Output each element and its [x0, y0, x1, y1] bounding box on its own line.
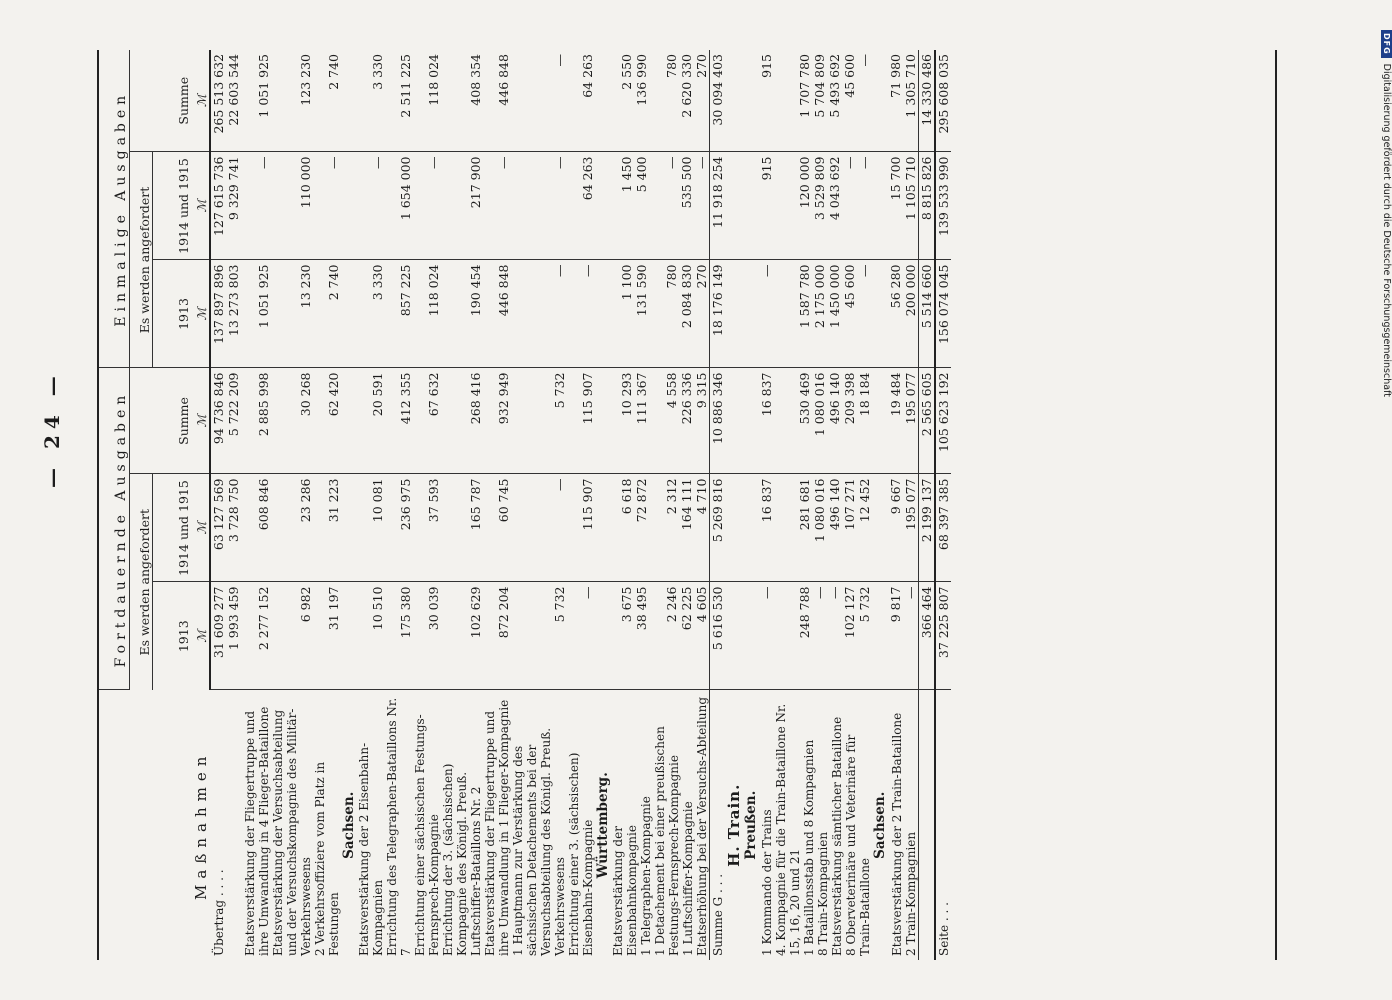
value-f13: 5 616 530: [710, 582, 726, 690]
value-f13: 9 817 —: [888, 582, 919, 690]
table-body: [210, 50, 951, 960]
empty-cell: [872, 152, 888, 260]
empty-cell: [595, 368, 611, 474]
value-e14: 11 918 254: [710, 152, 726, 260]
row-label: Errichtung des Telegraphen-Bataillons Nr. 7: [385, 697, 413, 956]
value-f14: 9 667 195 077: [888, 474, 919, 582]
value-e13: 56 280 200 000: [888, 260, 919, 368]
row-label: Etatsverstärkung der 2 Train-Bataillone 2 Train-Kompagnien: [890, 712, 918, 956]
digitization-credit: [1381, 30, 1392, 397]
row-label: Errichtung einer 3. (sächsischen) Eisenbahn-Kompagnie: [567, 752, 595, 956]
value-es: 3 330: [357, 50, 385, 152]
value-f13: 102 629: [441, 582, 483, 690]
empty-cell: [743, 582, 759, 690]
value-e13: 2 740: [313, 260, 341, 368]
value-es: 915: [759, 50, 774, 152]
empty-cell: [725, 474, 743, 582]
value-e14: —: [313, 152, 341, 260]
value-f14: 6 618 72 872 2 312 164 111 4 710: [611, 474, 710, 582]
table-row: [385, 50, 413, 960]
value-e14: 64 263: [567, 152, 595, 260]
value-f13: 3 675 38 495 2 246 62 225 4 605: [611, 582, 710, 690]
row-label: Etatsverstärkung der Versuchsabteilung und der Versuchskompagnie des Militär-Verkehrswesens: [271, 708, 313, 956]
value-f14: 68 397 385: [935, 474, 951, 582]
value-f14: 236 975: [385, 474, 413, 582]
value-f13: 37 225 807: [935, 582, 951, 690]
empty-cell: [341, 50, 357, 152]
value-f13: 31 197: [313, 582, 341, 690]
table-row: [611, 50, 710, 960]
unit-mark: ℳ: [191, 582, 210, 690]
empty-cell: [595, 582, 611, 690]
value-e14: 139 533 990: [935, 152, 951, 260]
row-label: 1 Hauptmann zur Verstärkung des sächsischen Detachements bei der Versuchsabteilung des Königl. Preuß. Verkehrswesens: [511, 727, 567, 956]
value-fs: 10 293 111 367 4 558 226 336 9 315: [611, 368, 710, 474]
value-e13: 137 897 896: [210, 260, 226, 368]
value-e14: —: [511, 152, 567, 260]
value-es: 1 707 780 5 704 809 5 493 692 45 600 —: [774, 50, 872, 152]
value-f14: —: [511, 474, 567, 582]
value-es: 446 848: [483, 50, 511, 152]
subtotal-label: [919, 690, 936, 960]
value-e13: 857 225: [385, 260, 413, 368]
value-e14: 9 329 741 —: [226, 152, 271, 260]
value-fs: 30 268: [271, 368, 313, 474]
value-f14: 2 199 137: [919, 474, 936, 582]
table-row: [743, 50, 759, 960]
empty-cell: [743, 474, 759, 582]
value-f14: 37 593: [413, 474, 441, 582]
value-e13: 446 848: [483, 260, 511, 368]
value-e14: 110 000: [271, 152, 313, 260]
empty-cell: [743, 152, 759, 260]
header-angefordert-f: Es werden angefordert: [130, 474, 153, 690]
empty-cell: [595, 474, 611, 582]
value-f13: 30 039: [413, 582, 441, 690]
table-row: [595, 50, 611, 960]
value-e13: 190 454: [441, 260, 483, 368]
header-fortdauernde: Fortdauernde Ausgaben: [99, 368, 130, 690]
value-f13: 5 732: [511, 582, 567, 690]
value-f13: 10 510: [357, 582, 385, 690]
value-e13: —: [567, 260, 595, 368]
value-e13: 1 587 780 2 175 000 1 450 000 45 600 —: [774, 260, 872, 368]
table-row: [872, 50, 888, 960]
header-summe-e: Summe: [130, 50, 192, 152]
empty-cell: [725, 260, 743, 368]
section-heading-main: H. Train.: [725, 783, 743, 867]
empty-cell: [743, 50, 759, 152]
section-heading: Württemberg.: [595, 772, 611, 879]
value-es: 30 094 403: [710, 50, 726, 152]
value-f14: 165 787: [441, 474, 483, 582]
value-f14: 3 728 750 608 846: [226, 474, 271, 582]
value-fs: 10 886 346: [710, 368, 726, 474]
table-row: [210, 50, 226, 960]
table: [99, 50, 951, 960]
value-e14: —: [357, 152, 385, 260]
unit-mark: ℳ: [191, 152, 210, 260]
empty-cell: [595, 260, 611, 368]
empty-cell: [341, 260, 357, 368]
credit-text: Digitalisierung gefördert durch die Deutsche Forschungsgemeinschaft: [1381, 63, 1392, 397]
unit-mark: ℳ: [191, 368, 210, 474]
value-f14: 10 081: [357, 474, 385, 582]
empty-cell: [595, 50, 611, 152]
table-row: [759, 50, 774, 960]
header-1914-f: 1914 und 1915: [153, 474, 192, 582]
value-f13: —: [759, 582, 774, 690]
empty-cell: [341, 152, 357, 260]
row-label: 2 Verkehrsoffiziere vom Platz in Festungen: [313, 761, 341, 956]
value-e14: 127 615 736: [210, 152, 226, 260]
value-es: 22 603 544 1 051 925: [226, 50, 271, 152]
value-es: 2 550 136 990 780 2 620 330 270: [611, 50, 710, 152]
header-1913-e: 1913: [153, 260, 192, 368]
value-fs: 105 623 192: [935, 368, 951, 474]
value-e14: —: [483, 152, 511, 260]
section-heading: Preußen.: [743, 790, 759, 860]
table-row: [357, 50, 385, 960]
row-label: 4. Kompagnie für die Train-Bataillone Nr. 15, 16, 20 und 21 1 Bataillonsstab und 8 Kompagnien 8 Train-Kompagnien Etatsverstärkung sämtlicher Bataillone 8 Oberveterinäre und Veterinäre für Train-Bataillone: [774, 703, 872, 956]
empty-cell: [725, 582, 743, 690]
empty-cell: [725, 50, 743, 152]
value-fs: 67 632: [413, 368, 441, 474]
table-row: [935, 50, 951, 960]
table-row: [271, 50, 313, 960]
value-es: 265 513 632: [210, 50, 226, 152]
header-massnahmen: Maßnahmen: [192, 750, 210, 900]
value-fs: 16 837: [759, 368, 774, 474]
value-fs: 20 591: [357, 368, 385, 474]
row-label: Etatsverstärkung der Eisenbahnkompagnie 1 Telegraphen-Kompagnie 1 Detachement bei einer preußischen Festungs-Fernsprech-Kompagnie 1 Luftschiffer-Kompagnie Etatserhöhung bei der Versuchs-Abteilung: [611, 697, 709, 956]
value-es: 123 230: [271, 50, 313, 152]
header-1914-e: 1914 und 1915: [153, 152, 192, 260]
header-einmalige: Einmalige Ausgaben: [99, 50, 130, 368]
header-angefordert-e: Es werden angefordert: [130, 152, 153, 368]
empty-cell: [341, 474, 357, 582]
value-f14: 281 681 1 080 016 496 140 107 271 12 452: [774, 474, 872, 582]
value-es: 118 024: [413, 50, 441, 152]
page-total-label: Seite . . .: [935, 690, 951, 960]
value-f13: 175 380: [385, 582, 413, 690]
unit-mark: ℳ: [191, 260, 210, 368]
value-es: 2 740: [313, 50, 341, 152]
empty-cell: [341, 368, 357, 474]
empty-cell: [743, 260, 759, 368]
table-row: [567, 50, 595, 960]
table-row: [919, 50, 936, 960]
value-e14: 15 700 1 105 710: [888, 152, 919, 260]
table-row: [226, 50, 271, 960]
value-f13: 872 204: [483, 582, 511, 690]
value-e14: 8 815 826: [919, 152, 936, 260]
section-heading: Sachsen.: [872, 791, 888, 859]
value-f13: 31 609 277: [210, 582, 226, 690]
value-f14: 5 269 816: [710, 474, 726, 582]
value-fs: 115 907: [567, 368, 595, 474]
value-es: 408 354: [441, 50, 483, 152]
value-e13: 13 273 803 1 051 925: [226, 260, 271, 368]
row-label: Errichtung einer sächsischen Festungs-Fernsprech-Kompagnie: [413, 714, 441, 956]
page-number: — 24 —: [40, 370, 64, 488]
empty-cell: [872, 50, 888, 152]
empty-cell: [872, 260, 888, 368]
value-e13: 13 230: [271, 260, 313, 368]
empty-cell: [872, 474, 888, 582]
empty-cell: [725, 368, 743, 474]
empty-cell: [725, 152, 743, 260]
header-summe-f: Summe: [130, 368, 192, 474]
table-row: [511, 50, 567, 960]
row-label: Etatsverstärkung der Fliegertruppe und ihre Umwandlung in 1 Flieger-Kompagnie: [483, 699, 511, 956]
value-e13: —: [511, 260, 567, 368]
value-e13: 3 330: [357, 260, 385, 368]
value-e14: 217 900: [441, 152, 483, 260]
value-e14: 1 450 5 400 — 535 500 —: [611, 152, 710, 260]
value-fs: 5 722 209 2 885 998: [226, 368, 271, 474]
row-label: Etatsverstärkung der 2 Eisenbahn-Kompagnien: [357, 742, 385, 956]
value-e13: 1 100 131 590 780 2 084 830 270: [611, 260, 710, 368]
value-f13: —: [567, 582, 595, 690]
value-es: 2 511 225: [385, 50, 413, 152]
empty-cell: [595, 152, 611, 260]
value-fs: 268 416: [441, 368, 483, 474]
row-label: Übertrag . . . .: [212, 869, 226, 956]
value-fs: 530 469 1 080 016 496 140 209 398 18 184: [774, 368, 872, 474]
table-row: [725, 50, 743, 960]
value-e14: 915: [759, 152, 774, 260]
row-label: Etatsverstärkung der Fliegertruppe und ihre Umwandlung in 4 Flieger-Bataillone: [243, 706, 271, 956]
value-e13: 156 074 045: [935, 260, 951, 368]
unit-mark: ℳ: [191, 474, 210, 582]
value-e13: 5 514 660: [919, 260, 936, 368]
value-f13: 1 993 459 2 277 152: [226, 582, 271, 690]
value-e13: 118 024: [413, 260, 441, 368]
table-row: [313, 50, 341, 960]
expenditure-table: [97, 50, 1277, 960]
table-row: [483, 50, 511, 960]
empty-cell: [872, 582, 888, 690]
total-label: Summe G . . .: [710, 690, 726, 960]
value-e13: —: [759, 260, 774, 368]
value-fs: 412 355: [385, 368, 413, 474]
unit-mark: ℳ: [191, 50, 210, 152]
header-1913-f: 1913: [176, 620, 191, 653]
value-e14: 120 000 3 529 809 4 043 692 — —: [774, 152, 872, 260]
dfg-logo: DFG: [1381, 30, 1392, 58]
value-f13: 366 464: [919, 582, 936, 690]
value-es: 71 980 1 305 710: [888, 50, 919, 152]
table-row: [441, 50, 483, 960]
table-row: [710, 50, 726, 960]
table-row: [774, 50, 872, 960]
section-heading: Sachsen.: [341, 791, 357, 859]
value-f14: 23 286: [271, 474, 313, 582]
value-fs: 5 732: [511, 368, 567, 474]
table-row: [341, 50, 357, 960]
value-f14: 115 907: [567, 474, 595, 582]
empty-cell: [872, 368, 888, 474]
value-f13: 6 982: [271, 582, 313, 690]
value-f14: 60 745: [483, 474, 511, 582]
table-row: [888, 50, 919, 960]
table-row: [413, 50, 441, 960]
value-fs: 19 484 195 077: [888, 368, 919, 474]
value-es: 295 608 035: [935, 50, 951, 152]
value-e13: 18 176 149: [710, 260, 726, 368]
value-f13: 248 788 — — 102 127 5 732: [774, 582, 872, 690]
empty-cell: [341, 582, 357, 690]
value-es: —: [511, 50, 567, 152]
value-es: 14 330 486: [919, 50, 936, 152]
empty-cell: [743, 368, 759, 474]
value-fs: 932 949: [483, 368, 511, 474]
value-fs: 62 420: [313, 368, 341, 474]
value-es: 64 263: [567, 50, 595, 152]
value-f14: 16 837: [759, 474, 774, 582]
row-label: Errichtung der 3. (sächsischen) Kompagnie des Königl. Preuß. Luftschiffer-Bataillons Nr. 2: [441, 763, 483, 956]
value-e14: —: [413, 152, 441, 260]
row-label: 1 Kommando der Trains: [760, 809, 774, 956]
value-f14: 63 127 569: [210, 474, 226, 582]
value-fs: 2 565 605: [919, 368, 936, 474]
value-f14: 31 223: [313, 474, 341, 582]
value-e14: 1 654 000: [385, 152, 413, 260]
value-fs: 94 736 846: [210, 368, 226, 474]
